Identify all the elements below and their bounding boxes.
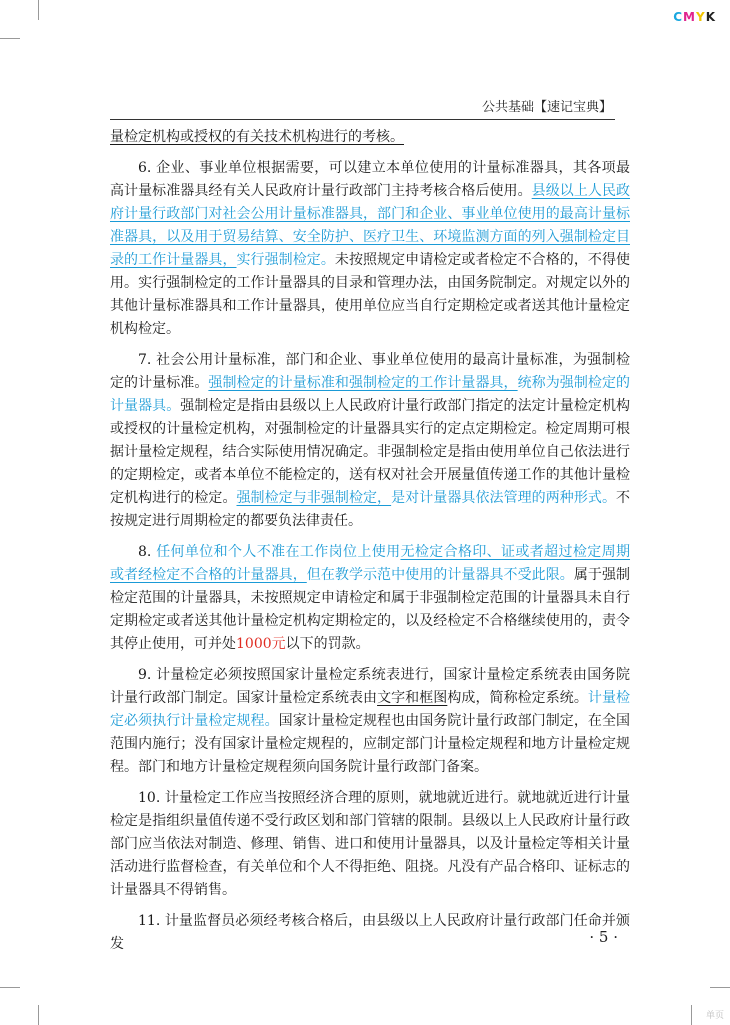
header-rule bbox=[110, 119, 615, 120]
paragraph-10: 10. 计量检定工作应当按照经济合理的原则，就地就近进行。就地就近进行计量检定是指组织量值传递不受行政区划和部门管辖的限制。县级以上人民政府计量行政部门应当依法对制造、修理、销售、进口和使用计量器具，以及计量检定等相关计量活动进行监督检查，有关单位和个人不得拒绝、阻挠。凡没有产品合格印、证标志的计量器具不得销售。 bbox=[110, 790, 630, 898]
crop-mark-tl-h bbox=[0, 38, 20, 39]
page-number: · 5 · bbox=[589, 928, 618, 946]
paragraph-11: 11. 计量监督员必须经考核合格后，由县级以上人民政府计量行政部门任命并颁发 bbox=[110, 913, 630, 952]
crop-mark-bl-v bbox=[38, 1005, 39, 1025]
paragraph-9: 9. 计量检定必须按照国家计量检定系统表进行，国家计量检定系统表由国务院计量行政部门制定。国家计量检定系统表由文字和框图构成，简称检定系统。计量检定必须执行计量检定规程。国家计量检定规程也由国务院计量行政部门制定，在全国范围内施行；没有国家计量检定规程的，应制定部门计量检定规程和地方计量检定规程。部门和地方计量检定规程须向国务院计量行政部门备案。 bbox=[110, 667, 631, 775]
cmyk-y: Y bbox=[695, 10, 706, 24]
body-text bbox=[110, 126, 630, 956]
crop-mark-bl-h bbox=[0, 987, 20, 988]
crop-mark-tl-v bbox=[38, 0, 39, 20]
paragraph-7: 7. 社会公用计量标准，部门和企业、事业单位使用的最高计量标准，为强制检定的计量标准。强制检定的计量标准和强制检定的工作计量器具，统称为强制检定的计量器具。强制检定是指由县级以上人民政府计量行政部门指定的法定计量检定机构或授权的计量检定机构，对强制检定的计量器具实行的定点定期检定。检定周期可根据计量检定规程，结合实际使用情况确定。非强制检定是指由使用单位自己依法进行的定期检定，或者本单位不能检定的，送有权对社会开展量值传递工作的其他计量检定机构进行的检定。强制检定与非强制检定，是对计量器具依法管理的两种形式。不按规定进行周期检定的都要负法律责任。 bbox=[110, 352, 631, 529]
crop-mark-br-v bbox=[691, 1005, 692, 1025]
cmyk-m: M bbox=[683, 10, 696, 24]
corner-stamp: 单页 bbox=[705, 1011, 724, 1021]
cmyk-color-mark bbox=[673, 10, 716, 24]
cmyk-k: K bbox=[705, 10, 716, 24]
paragraph-continuation: 量检定机构或授权的有关技术机构进行的考核。 bbox=[110, 129, 404, 145]
cmyk-c: C bbox=[673, 10, 684, 24]
crop-mark-br-h bbox=[710, 987, 730, 988]
running-head: 公共基础【速记宝典】 bbox=[481, 100, 612, 115]
paragraph-6: 6. 企业、事业单位根据需要，可以建立本单位使用的计量标准器具，其各项最高计量标准器具经有关人民政府计量行政部门主持考核合格后使用。县级以上人民政府计量行政部门对社会公用计量标准器具，部门和企业、事业单位使用的最高计量标准器具，以及用于贸易结算、安全防护、医疗卫生、环境监测方面的列入强制检定目录的工作计量器具，实行强制检定。未按照规定申请检定或者检定不合格的，不得使用。实行强制检定的工作计量器具的目录和管理办法，由国务院制定。对规定以外的其他计量标准器具和工作计量器具，使用单位应当自行定期检定或者送其他计量检定机构检定。 bbox=[110, 160, 631, 337]
paragraph-8: 8. 任何单位和个人不准在工作岗位上使用无检定合格印、证或者超过检定周期或者经检定不合格的计量器具，但在教学示范中使用的计量器具不受此限。属于强制检定范围的计量器具，未按照规定申请检定和属于非强制检定范围的计量器具未自行定期检定或者送其他计量检定机构定期检定的，以及经检定不合格继续使用的，责令其停止使用，可并处1000元以下的罚款。 bbox=[110, 544, 631, 652]
